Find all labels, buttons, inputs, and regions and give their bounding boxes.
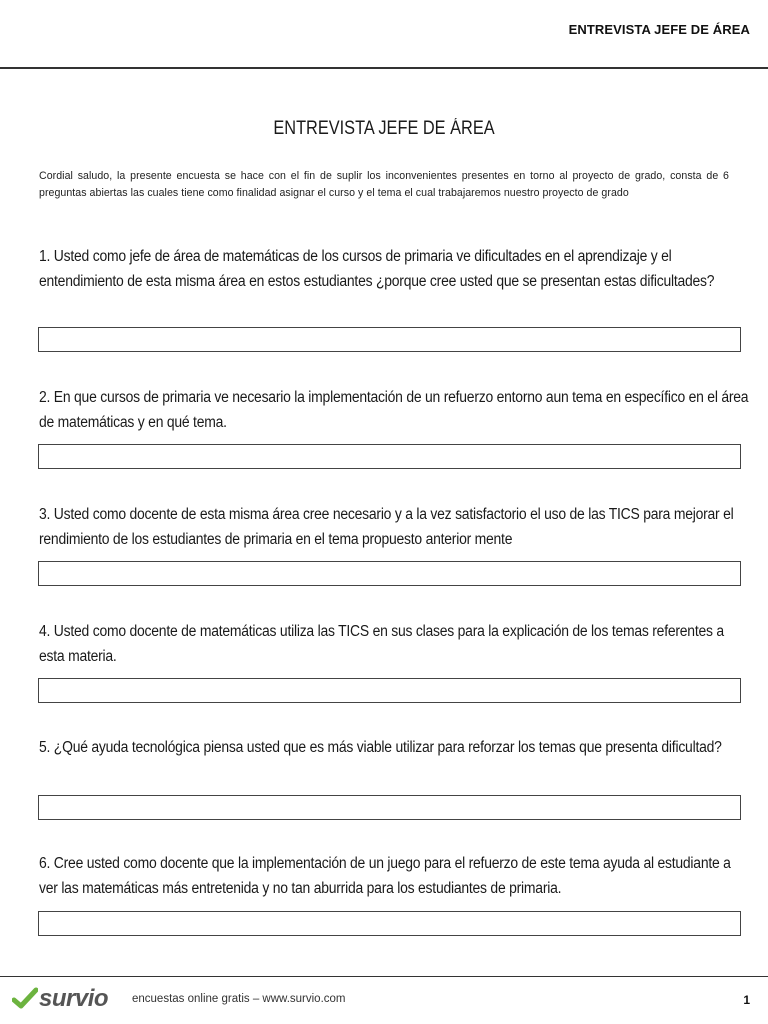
question-5 — [39, 736, 751, 761]
question-6 — [39, 852, 751, 901]
answer-field-3[interactable] — [38, 561, 741, 586]
answer-field-2[interactable] — [38, 444, 741, 469]
question-4 — [39, 620, 751, 669]
question-text: 3. Usted como docente de esta misma área cree necesario y a la vez satisfactorio el uso de las TICS para mejorar el rendimiento de los estudiantes de primaria en el tema propuesto anterior mente — [39, 506, 734, 548]
intro-paragraph: Cordial saludo, la presente encuesta se hace con el fin de suplir los inconvenientes presentes en torno al proyecto de grado, consta de 6 preguntas abiertas las cuales tiene como finalidad asignar el curso y el tema el cual trabajaremos nuestro proyecto de grado — [39, 170, 729, 199]
question-text: 4. Usted como docente de matemáticas utiliza las TICS en sus clases para la explicación de los temas referentes a esta materia. — [39, 623, 724, 665]
footer-tagline[interactable]: encuestas online gratis – www.survio.com — [132, 993, 346, 1005]
header-title: ENTREVISTA JEFE DE ÁREA — [568, 22, 750, 37]
survio-logo[interactable] — [12, 984, 108, 1014]
answer-field-6[interactable] — [38, 911, 741, 936]
page-header — [0, 0, 768, 69]
page-number: 1 — [743, 993, 750, 1007]
question-text: 5. ¿Qué ayuda tecnológica piensa usted que es más viable utilizar para reforzar los temas que presenta dificultad? — [39, 739, 722, 756]
answer-field-1[interactable] — [38, 327, 741, 352]
answer-field-4[interactable] — [38, 678, 741, 703]
check-icon — [12, 987, 38, 1011]
question-1 — [39, 245, 751, 294]
question-3 — [39, 503, 751, 552]
footer-divider — [0, 976, 768, 977]
question-text: 6. Cree usted como docente que la implementación de un juego para el refuerzo de este tema ayuda al estudiante a ver las matemáticas más entretenida y no tan aburrida para los estudiantes de primaria. — [39, 855, 731, 897]
question-text: 1. Usted como jefe de área de matemáticas de los cursos de primaria ve dificultades en el aprendizaje y el entendimiento de esta misma área en estos estudiantes ¿porque cree usted que se presentan estas dificultades? — [39, 248, 715, 290]
answer-field-5[interactable] — [38, 795, 741, 820]
logo-text: survio — [39, 985, 109, 1012]
document-title: ENTREVISTA JEFE DE ÁREA — [273, 118, 495, 139]
question-2 — [39, 386, 751, 435]
question-text: 2. En que cursos de primaria ve necesario la implementación de un refuerzo entorno aun tema en específico en el área de matemáticas y en qué tema. — [39, 389, 749, 431]
